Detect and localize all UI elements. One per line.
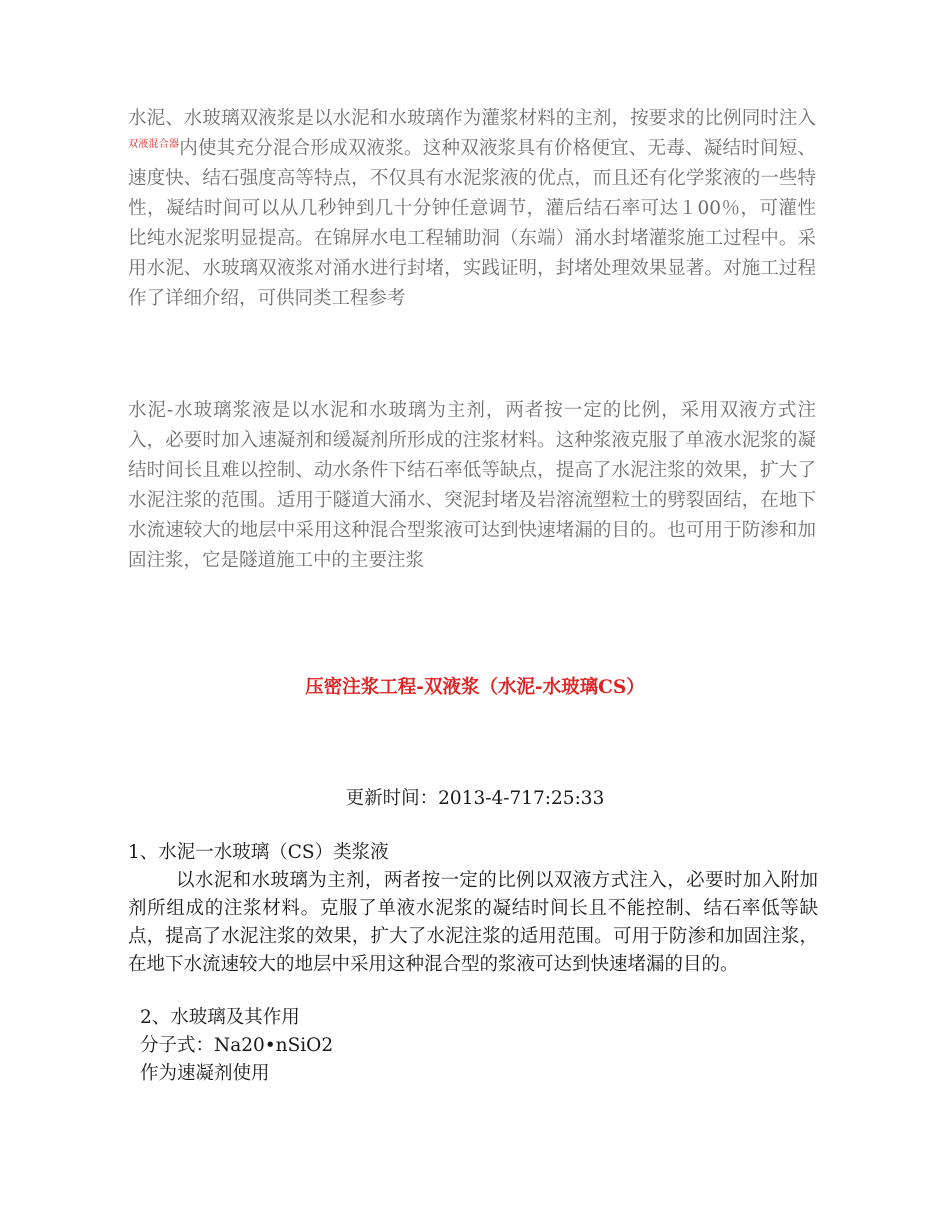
section1-body: 以水泥和水玻璃为主剂，两者按一定的比例以双液方式注入，必要时加入附加剂所组成的注浆材料。克服了单液水泥浆的凝结时间长且不能控制、结石率低等缺点，提高了水泥注浆的效果，扩大了水泥注浆的适用范围。可用于防渗和加固注浆，在地下水流速较大的地层中采用这种混合型的浆液可达到快速堵漏的目的。 (128, 870, 818, 975)
section1-heading: 1、水泥一水玻璃（CS）类浆液 (128, 842, 389, 863)
section2-heading: 2、水玻璃及其作用 (140, 1007, 300, 1028)
article-title: 压密注浆工程-双液浆（水泥-水玻璃CS） (305, 677, 645, 698)
cs-slurry-paragraph: 水泥-水玻璃浆液是以水泥和水玻璃为主剂，两者按一定的比例，采用双液方式注入，必要时加入速凝剂和缓凝剂所形成的注浆材料。这种浆液克服了单液水泥浆的凝结时间长且难以控制、动水条件下结石率低等缺点，提高了水泥注浆的效果，扩大了水泥注浆的范围。适用于隧道大涌水、突泥封堵及岩溶流塑粒土的劈裂固结，在地下水流速较大的地层中采用这种混合型浆液可达到快速堵漏的目的。也可用于防渗和加固注浆，它是隧道施工中的主要注浆 (128, 400, 816, 571)
mixer-link[interactable]: 双液混合器 (128, 139, 180, 150)
intro-text-end: 内使其充分混合形成双液浆。这种双液浆具有价格便宜、无毒、凝结时间短、速度快、结石强度高等特点，不仅具有水泥浆液的优点，而且还有化学浆液的一些特性，凝结时间可以从几秒钟到几十分钟任意调节，灌后结石率可达１00％，可灌性比纯水泥浆明显提高。在锦屏水电工程辅助洞（东端）涌水封堵灌浆施工过程中。采用水泥、水玻璃双液浆对涌水进行封堵，实践证明，封堵处理效果显著。对施工过程作了详细介绍，可供同类工程参考 (128, 138, 816, 309)
intro-paragraph (128, 104, 816, 314)
molecular-formula: 分子式：Na20•nSiO2 (140, 1035, 334, 1056)
intro-text-start: 水泥、水玻璃双液浆是以水泥和水玻璃作为灌浆材料的主剂，按要求的比例同时注入 (128, 108, 816, 129)
usage-note: 作为速凝剂使用 (140, 1063, 270, 1084)
update-timestamp: 更新时间：2013-4-717:25:33 (345, 788, 605, 809)
